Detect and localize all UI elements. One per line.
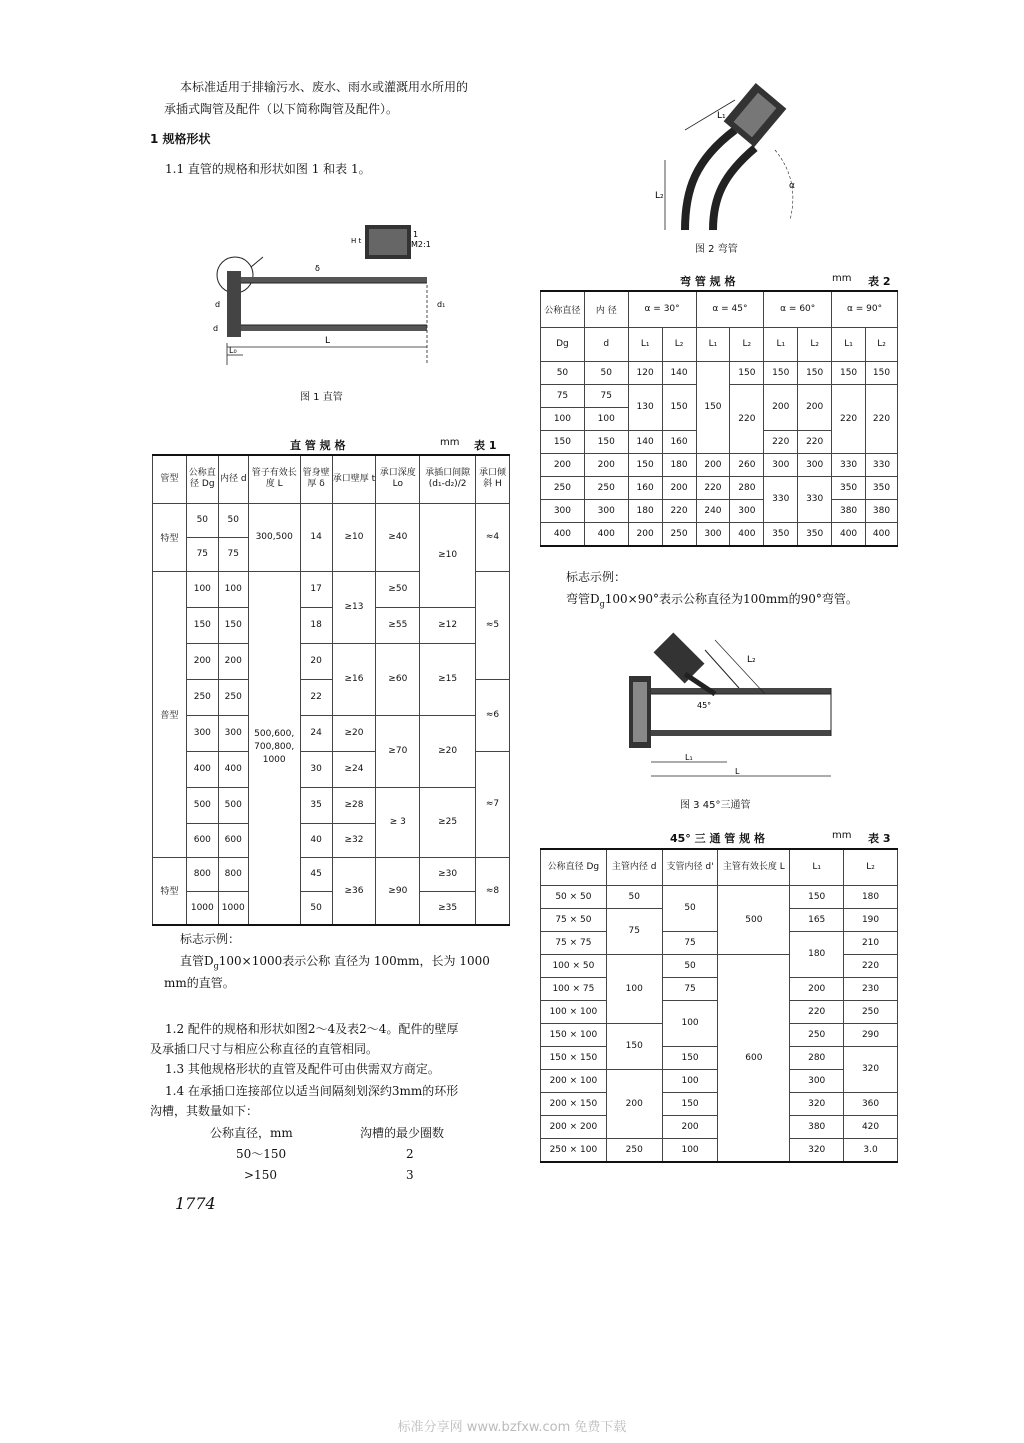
groove-row-2-count: 3 (406, 1168, 414, 1182)
t1-cell: 200 (186, 643, 218, 679)
mark-example-2-label: 标志示例： (566, 570, 627, 584)
t1-cell: ≥28 (332, 787, 376, 823)
t1-cell: 22 (300, 679, 332, 715)
t1-cell: ≈6 (476, 679, 510, 751)
t2-cell: 140 (628, 430, 662, 453)
table-3-title: 45° 三 通 管 规 格 (670, 832, 765, 845)
t3-cell: 250 (844, 1000, 898, 1023)
t2-cell: 150 (541, 430, 585, 453)
t3-cell: 150 × 100 (541, 1023, 607, 1046)
t2-cell: 50 (584, 361, 628, 384)
t1-cell: ≥ 3 (376, 787, 420, 857)
t1-L2c: 1000 (262, 755, 286, 766)
t2-cell: 220 (832, 384, 866, 453)
t1-cell: 150 (218, 607, 248, 643)
t3-cell: 190 (844, 908, 898, 931)
t3-cell: 220 (790, 1000, 844, 1023)
t1-cell: 400 (186, 751, 218, 787)
mark1-sub: g (213, 961, 219, 971)
t1-cell: 600 (218, 823, 248, 857)
t2-cell: 260 (730, 453, 764, 476)
t1-cell: 600 (186, 823, 218, 857)
t3-cell: 250 × 100 (541, 1138, 607, 1162)
t3-cell: 250 (790, 1023, 844, 1046)
t2-cell: 160 (628, 476, 662, 499)
t1-cell: 250 (186, 679, 218, 715)
t1-cell: 400 (218, 751, 248, 787)
t3-cell: 200 × 150 (541, 1092, 607, 1115)
t2-cell: 400 (866, 522, 898, 546)
t2-cell: 150 (798, 361, 832, 384)
t2-cell: 200 (584, 453, 628, 476)
t2-cell: 240 (696, 499, 730, 522)
t2-cell: 75 (584, 384, 628, 407)
t2-cell: 300 (541, 499, 585, 522)
socket (227, 271, 241, 337)
figure-2-caption: 图 2 弯管 (695, 244, 738, 255)
t2-cell: 150 (866, 361, 898, 384)
t1-type-normal: 普型 (153, 571, 187, 857)
t2-cell: 250 (584, 476, 628, 499)
t3-cell: 200 × 100 (541, 1069, 607, 1092)
t3-cell: 100 (662, 1069, 718, 1092)
t2-cell: 400 (730, 522, 764, 546)
t1-cell: 1000 (186, 891, 218, 925)
groove-header-count: 沟槽的最少圈数 (360, 1126, 445, 1140)
mark1-text2: 100×1000表示公称 直径为 100mm，长为 1000 (218, 954, 490, 968)
t3-cell: 100 × 50 (541, 954, 607, 977)
t1-cell: 50 (300, 891, 332, 925)
mark-example-2-text (566, 588, 858, 615)
t3-header-d: 主管内径 d (606, 849, 662, 885)
t2-cell: 220 (798, 430, 832, 453)
t1-cell-L2 (248, 571, 300, 925)
t2-cell: 140 (662, 361, 696, 384)
t3-cell: 200 × 200 (541, 1115, 607, 1138)
pipe-wall-bottom (241, 325, 427, 331)
t2-cell: 150 (696, 361, 730, 453)
label-l: L (325, 336, 331, 346)
t1-type-special-1: 特型 (153, 503, 187, 571)
t1-header-L: 管子有效长度 L (248, 455, 300, 503)
t3-cell: 3.0 (844, 1138, 898, 1162)
t1-cell: 300,500 (248, 503, 300, 571)
clause-1-2-a: 1.2 配件的规格和形状如图2～4及表2～4。配件的壁厚 (165, 1022, 459, 1036)
page-number: 1774 (175, 1194, 216, 1213)
t1-cell: ≈5 (476, 571, 510, 679)
t3-cell: 180 (844, 885, 898, 908)
t2-cell: 300 (798, 453, 832, 476)
label-delta: δ (315, 264, 320, 273)
t2-cell: 160 (662, 430, 696, 453)
t1-cell: ≥30 (420, 857, 476, 891)
t3-cell: 50 (662, 954, 718, 977)
mark2-sub: g (599, 599, 605, 609)
figure-1-straight-pipe (205, 215, 455, 375)
clause-1-4-a: 1.4 在承插口连接部位以适当间隔刻划深约3mm的环形 (165, 1084, 459, 1098)
t1-cell: ≥20 (420, 715, 476, 787)
t2-cell: 220 (730, 384, 764, 453)
label-alpha: α (789, 181, 795, 191)
label-m: M2:1 (411, 240, 431, 249)
label-d: d (215, 300, 221, 309)
pipe-wall-top (241, 277, 427, 283)
mark-example-1-label: 标志示例： (180, 932, 241, 946)
clause-1-1: 1.1 直管的规格和形状如图 1 和表 1。 (165, 162, 371, 176)
t3-cell: 100 (662, 1138, 718, 1162)
t2-cell: 150 (764, 361, 798, 384)
table-3-unit: mm (832, 830, 852, 841)
t3-cell: 75 (662, 977, 718, 1000)
t1-cell: 300 (186, 715, 218, 751)
label-h: H t (351, 237, 362, 245)
t1-cell: ≥12 (420, 607, 476, 643)
table-2-number: 表 2 (868, 275, 891, 288)
t3-cell: 100 × 100 (541, 1000, 607, 1023)
t1-cell: 45 (300, 857, 332, 891)
t2-cell: 350 (866, 476, 898, 499)
t1-cell: 75 (186, 537, 218, 571)
t2-header-d: 内 径 (584, 291, 628, 327)
t1-cell: ≥20 (332, 715, 376, 751)
t1-cell: ≥36 (332, 857, 376, 925)
t3-cell: 380 (790, 1115, 844, 1138)
t2-lsym: L₁ (628, 327, 662, 361)
t1-cell: 100 (218, 571, 248, 607)
t1-cell: 35 (300, 787, 332, 823)
t1-header-delta: 管身壁厚 δ (300, 455, 332, 503)
t3-cell: 230 (844, 977, 898, 1000)
t2-cell: 200 (764, 384, 798, 430)
t2-cell: 300 (696, 522, 730, 546)
t1-cell: ≥13 (332, 571, 376, 643)
intro-paragraph (164, 76, 520, 120)
t2-header-dg-sym: Dg (541, 327, 585, 361)
table-2-unit: mm (832, 273, 852, 284)
t3-cell: 150 × 150 (541, 1046, 607, 1069)
t2-cell: 220 (866, 384, 898, 453)
t2-cell: 330 (798, 476, 832, 522)
t1-cell: ≥32 (332, 823, 376, 857)
t1-cell: 40 (300, 823, 332, 857)
t1-cell: 18 (300, 607, 332, 643)
t1-cell: ≥50 (376, 571, 420, 607)
t1-cell: ≥40 (376, 503, 420, 571)
t2-cell: 330 (832, 453, 866, 476)
t2-cell: 200 (541, 453, 585, 476)
t2-cell: 150 (628, 453, 662, 476)
label-one: 1 (413, 230, 419, 239)
t3-cell: 75 × 50 (541, 908, 607, 931)
t3-cell: 50 × 50 (541, 885, 607, 908)
table-2-title: 弯 管 规 格 (680, 275, 736, 288)
clause-1-4-b: 沟槽，其数量如下： (150, 1104, 259, 1118)
t1-cell: ≈8 (476, 857, 510, 925)
t3-header-L: 主管有效长度 L (718, 849, 790, 885)
t3-cell: 200 (606, 1069, 662, 1138)
t1-cell: 1000 (218, 891, 248, 925)
t1-cell: 24 (300, 715, 332, 751)
t3-cell: 600 (718, 954, 790, 1162)
t1-cell: 50 (218, 503, 248, 537)
label-l2: L₂ (655, 191, 664, 201)
t1-header-d: 内径 d (218, 455, 248, 503)
table-1-straight-pipe (152, 454, 510, 926)
t2-header-dg: 公称直径 (541, 291, 585, 327)
t1-cell: ≈7 (476, 751, 510, 857)
t2-cell: 300 (730, 499, 764, 522)
label-l1: L₁ (685, 753, 693, 762)
t2-lsym: L₁ (832, 327, 866, 361)
mark2-text2: 100×90°表示公称直径为100mm的90°弯管。 (604, 592, 858, 606)
t1-L2b: 700,800, (254, 742, 295, 753)
groove-header-diameter: 公称直径，mm (210, 1126, 293, 1140)
t2-cell: 200 (628, 522, 662, 546)
t1-cell: 100 (186, 571, 218, 607)
t2-lsym: L₂ (662, 327, 696, 361)
t2-header-a45: α = 45° (696, 291, 764, 327)
t3-cell: 300 (790, 1069, 844, 1092)
svg-text:d: d (213, 324, 219, 333)
t3-cell: 500 (718, 885, 790, 954)
t1-cell: ≥35 (420, 891, 476, 925)
groove-row-1-diameter: 50～150 (236, 1147, 287, 1161)
figure-2-bend-pipe (655, 80, 815, 240)
t3-cell: 75 (606, 908, 662, 954)
t3-cell: 50 (662, 885, 718, 931)
t2-cell: 220 (764, 430, 798, 453)
t1-header-H: 承口倾斜 H (476, 455, 510, 503)
t2-cell: 380 (866, 499, 898, 522)
figure-1-caption: 图 1 直管 (300, 392, 343, 403)
t1-cell: ≥25 (420, 787, 476, 857)
t1-cell: 800 (186, 857, 218, 891)
t2-header-a30: α = 30° (628, 291, 696, 327)
t2-cell: 150 (730, 361, 764, 384)
t3-cell: 150 (662, 1092, 718, 1115)
t1-cell: 75 (218, 537, 248, 571)
t1-header-lo: 承口深度 Lo (376, 455, 420, 503)
intro-line-1: 本标准适用于排输污水、废水、雨水或灌溉用水所用的 (180, 80, 469, 94)
t1-cell: 20 (300, 643, 332, 679)
figure-3-caption: 图 3 45°三通管 (680, 800, 751, 811)
t2-cell: 330 (764, 476, 798, 522)
t2-cell: 75 (541, 384, 585, 407)
t2-cell: 400 (541, 522, 585, 546)
t3-cell: 75 × 75 (541, 931, 607, 954)
t2-cell: 200 (662, 476, 696, 499)
label-l1: L₁ (717, 111, 726, 121)
t1-cell: 30 (300, 751, 332, 787)
t3-cell: 220 (844, 954, 898, 977)
t1-cell: 250 (218, 679, 248, 715)
t1-header-gap: 承插口间隙 (d₁-d₂)/2 (420, 455, 476, 503)
t2-cell: 350 (798, 522, 832, 546)
t2-cell: 180 (662, 453, 696, 476)
t2-cell: 300 (584, 499, 628, 522)
t2-cell: 130 (628, 384, 662, 430)
groove-row-2-diameter: >150 (244, 1168, 277, 1182)
label-45: 45° (697, 701, 712, 710)
t2-cell: 380 (832, 499, 866, 522)
t1-cell: ≥24 (332, 751, 376, 787)
t3-cell: 150 (790, 885, 844, 908)
t3-cell: 100 (606, 954, 662, 1023)
t2-cell: 350 (764, 522, 798, 546)
t3-cell: 150 (662, 1046, 718, 1069)
figure-3-tee-pipe (625, 630, 845, 790)
t3-cell: 200 (662, 1115, 718, 1138)
label-l: L (735, 767, 740, 776)
t2-cell: 250 (541, 476, 585, 499)
t3-cell: 100 × 75 (541, 977, 607, 1000)
t2-header-d-sym: d (584, 327, 628, 361)
t3-cell: 320 (790, 1092, 844, 1115)
t1-cell: 150 (186, 607, 218, 643)
t3-cell: 150 (606, 1023, 662, 1069)
t1-cell: ≥55 (376, 607, 420, 643)
section-heading-1: 1 规格形状 (150, 132, 211, 146)
groove-row-1-count: 2 (406, 1147, 414, 1161)
t1-L2a: 500,600, (254, 729, 295, 740)
t3-cell: 50 (606, 885, 662, 908)
table-1-title: 直 管 规 格 (290, 439, 346, 452)
t3-cell: 420 (844, 1115, 898, 1138)
t2-header-a90: α = 90° (832, 291, 898, 327)
t2-cell: 200 (798, 384, 832, 430)
intro-line-2: 承插式陶管及配件（以下简称陶管及配件）。 (164, 102, 399, 116)
t1-header-t: 承口壁厚 t (332, 455, 376, 503)
t3-cell: 180 (790, 931, 844, 977)
table-2-bend (540, 290, 898, 547)
t3-cell: 290 (844, 1023, 898, 1046)
tee-branch-socket (654, 633, 705, 684)
t1-cell: 17 (300, 571, 332, 607)
t3-cell: 75 (662, 931, 718, 954)
mark2-text: 弯管D (566, 592, 600, 606)
t3-cell: 320 (790, 1138, 844, 1162)
t2-cell: 150 (662, 384, 696, 430)
t2-cell: 220 (662, 499, 696, 522)
t1-cell: ≥60 (376, 643, 420, 715)
t1-header-type: 管型 (153, 455, 187, 503)
t2-header-a60: α = 60° (764, 291, 832, 327)
t2-cell: 400 (584, 522, 628, 546)
t2-cell: 350 (832, 476, 866, 499)
table-3-tee (540, 848, 898, 1163)
t2-cell: 50 (541, 361, 585, 384)
t1-cell: ≥90 (376, 857, 420, 925)
clause-1-3: 1.3 其他规格形状的直管及配件可由供需双方商定。 (165, 1062, 440, 1076)
t3-header-dp: 支管内径 d' (662, 849, 718, 885)
t1-cell: 14 (300, 503, 332, 571)
label-lo: L₀ (229, 346, 237, 355)
t1-cell: ≥15 (420, 643, 476, 715)
t2-cell: 150 (584, 430, 628, 453)
t1-type-special-2: 特型 (153, 857, 187, 925)
clause-1-2-b: 及承插口尺寸与相应公称直径的直管相同。 (150, 1042, 379, 1056)
t2-cell: 180 (628, 499, 662, 522)
t3-cell: 280 (790, 1046, 844, 1069)
t1-cell: 500 (218, 787, 248, 823)
mark1-text1: 直管D (180, 954, 214, 968)
t2-cell: 400 (832, 522, 866, 546)
t2-cell: 250 (662, 522, 696, 546)
t3-cell: 320 (844, 1046, 898, 1092)
t3-cell: 250 (606, 1138, 662, 1162)
t1-header-dg: 公称直径 Dg (186, 455, 218, 503)
t3-cell: 165 (790, 908, 844, 931)
t3-header-L2: L₂ (844, 849, 898, 885)
t3-header-dg: 公称直径 Dg (541, 849, 607, 885)
t3-cell: 100 (662, 1000, 718, 1046)
t2-lsym: L₁ (696, 327, 730, 361)
label-d1: d₁ (437, 300, 446, 309)
t2-cell: 100 (541, 407, 585, 430)
t2-cell: 200 (696, 453, 730, 476)
t1-cell: 200 (218, 643, 248, 679)
t2-cell: 100 (584, 407, 628, 430)
t2-lsym: L₁ (764, 327, 798, 361)
t2-lsym: L₂ (866, 327, 898, 361)
t3-cell: 200 (790, 977, 844, 1000)
t2-cell: 330 (866, 453, 898, 476)
t1-cell: ≥70 (376, 715, 420, 787)
t2-cell: 150 (832, 361, 866, 384)
t3-cell: 360 (844, 1092, 898, 1115)
t2-cell: 120 (628, 361, 662, 384)
t2-cell: 300 (764, 453, 798, 476)
t1-cell: ≥10 (332, 503, 376, 571)
table-3-number: 表 3 (868, 832, 891, 845)
t1-cell: ≥10 (420, 503, 476, 607)
t2-cell: 280 (730, 476, 764, 499)
mark-example-1-text-2: mm的直管。 (164, 976, 235, 990)
t2-lsym: L₂ (798, 327, 832, 361)
label-l2: L₂ (747, 655, 756, 665)
t2-cell: 220 (696, 476, 730, 499)
table-1-unit: mm (440, 437, 460, 448)
t1-cell: 50 (186, 503, 218, 537)
t3-cell: 210 (844, 931, 898, 954)
footer-watermark: 标准分享网 www.bzfxw.com 免费下载 (397, 1420, 627, 1435)
t1-cell: 300 (218, 715, 248, 751)
t1-cell: ≥16 (332, 643, 376, 715)
table-1-number: 表 1 (474, 439, 497, 452)
t1-cell: 800 (218, 857, 248, 891)
t2-lsym: L₂ (730, 327, 764, 361)
t1-cell: ≈4 (476, 503, 510, 571)
t1-cell: 500 (186, 787, 218, 823)
t3-header-L1: L₁ (790, 849, 844, 885)
